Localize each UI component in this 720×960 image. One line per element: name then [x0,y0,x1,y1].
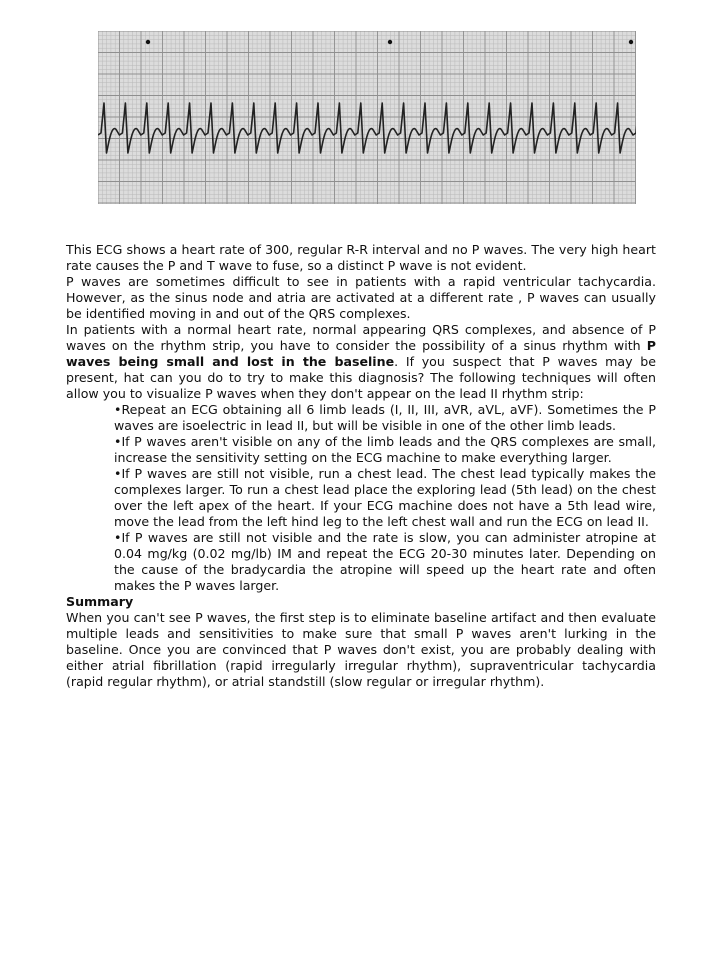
paragraph-normal-heart-rate [66,322,656,402]
document-body [66,242,656,690]
ecg-timing-mark [146,40,150,44]
ecg-timing-mark [388,40,392,44]
summary-paragraph: When you can't see P waves, the first step is to eliminate baseline artifact and then evaluate multiple leads and sensitivities to make sure that small P waves aren't lurking in the baseline. Once you are convinced that P waves don't exist, you are probably dealing with either atrial fibrillation (rapid irregularly irregular rhythm), supraventricular tachycardia (rapid regular rhythm), or atrial standstill (slow regular or irregular rhythm). [66,610,656,689]
p3-text-before: In patients with a normal heart rate, normal appearing QRS complexes, and absence of P waves on the rhythm strip, you have to consider the possibility of a sinus rhythm with [66,322,656,353]
technique-list-item: • If P waves are still not visible and the rate is slow, you can administer atropine at 0.04 mg/kg (0.02 mg/lb) IM and repeat the ECG 20-30 minutes later. Depending on the cause of the bradycardia the atropine will speed up the heart rate and often makes the P waves larger. [114,530,656,594]
technique-list-item: • If P waves aren't visible on any of the limb leads and the QRS complexes are small, increase the sensitivity setting on the ECG machine to make everything larger. [114,434,656,466]
technique-list-item: • Repeat an ECG obtaining all 6 limb leads (I, II, III, aVR, aVL, aVF). Sometimes the P waves are isoelectric in lead II, but will be visible in one of the other limb leads. [114,402,656,434]
paragraph-ventricular-tachycardia: P waves are sometimes difficult to see in patients with a rapid ventricular tachycardia. However, as the sinus node and atria are activated at a different rate , P waves can usually be identified moving in and out of the QRS complexes. [66,274,656,321]
ecg-rhythm-strip-image [98,31,636,204]
paragraph-ecg-description: This ECG shows a heart rate of 300, regular R-R interval and no P waves. The very high heart rate causes the P and T wave to fuse, so a distinct P wave is not evident. [66,242,656,273]
p3-bold-phrase: P waves being small and lost in the baseline [66,338,656,369]
technique-list-item: • If P waves are still not visible, run a chest lead. The chest lead typically makes the complexes larger. To run a chest lead place the exploring lead (5th lead) on the chest over the left apex of the heart. If your ECG machine does not have a 5th lead wire, move the lead from the left hind leg to the left chest wall and run the ECG on lead II. [114,466,656,530]
ecg-timing-mark [629,40,633,44]
technique-list [66,402,656,594]
p3-text-after: . If you suspect that P waves may be present, hat can you do to try to make this diagnosis? The following techniques will often allow you to visualize P waves when they don't appear on the lead II rhythm strip: [66,354,657,401]
ecg-strip-svg [98,31,636,204]
summary-heading: Summary [66,594,134,609]
